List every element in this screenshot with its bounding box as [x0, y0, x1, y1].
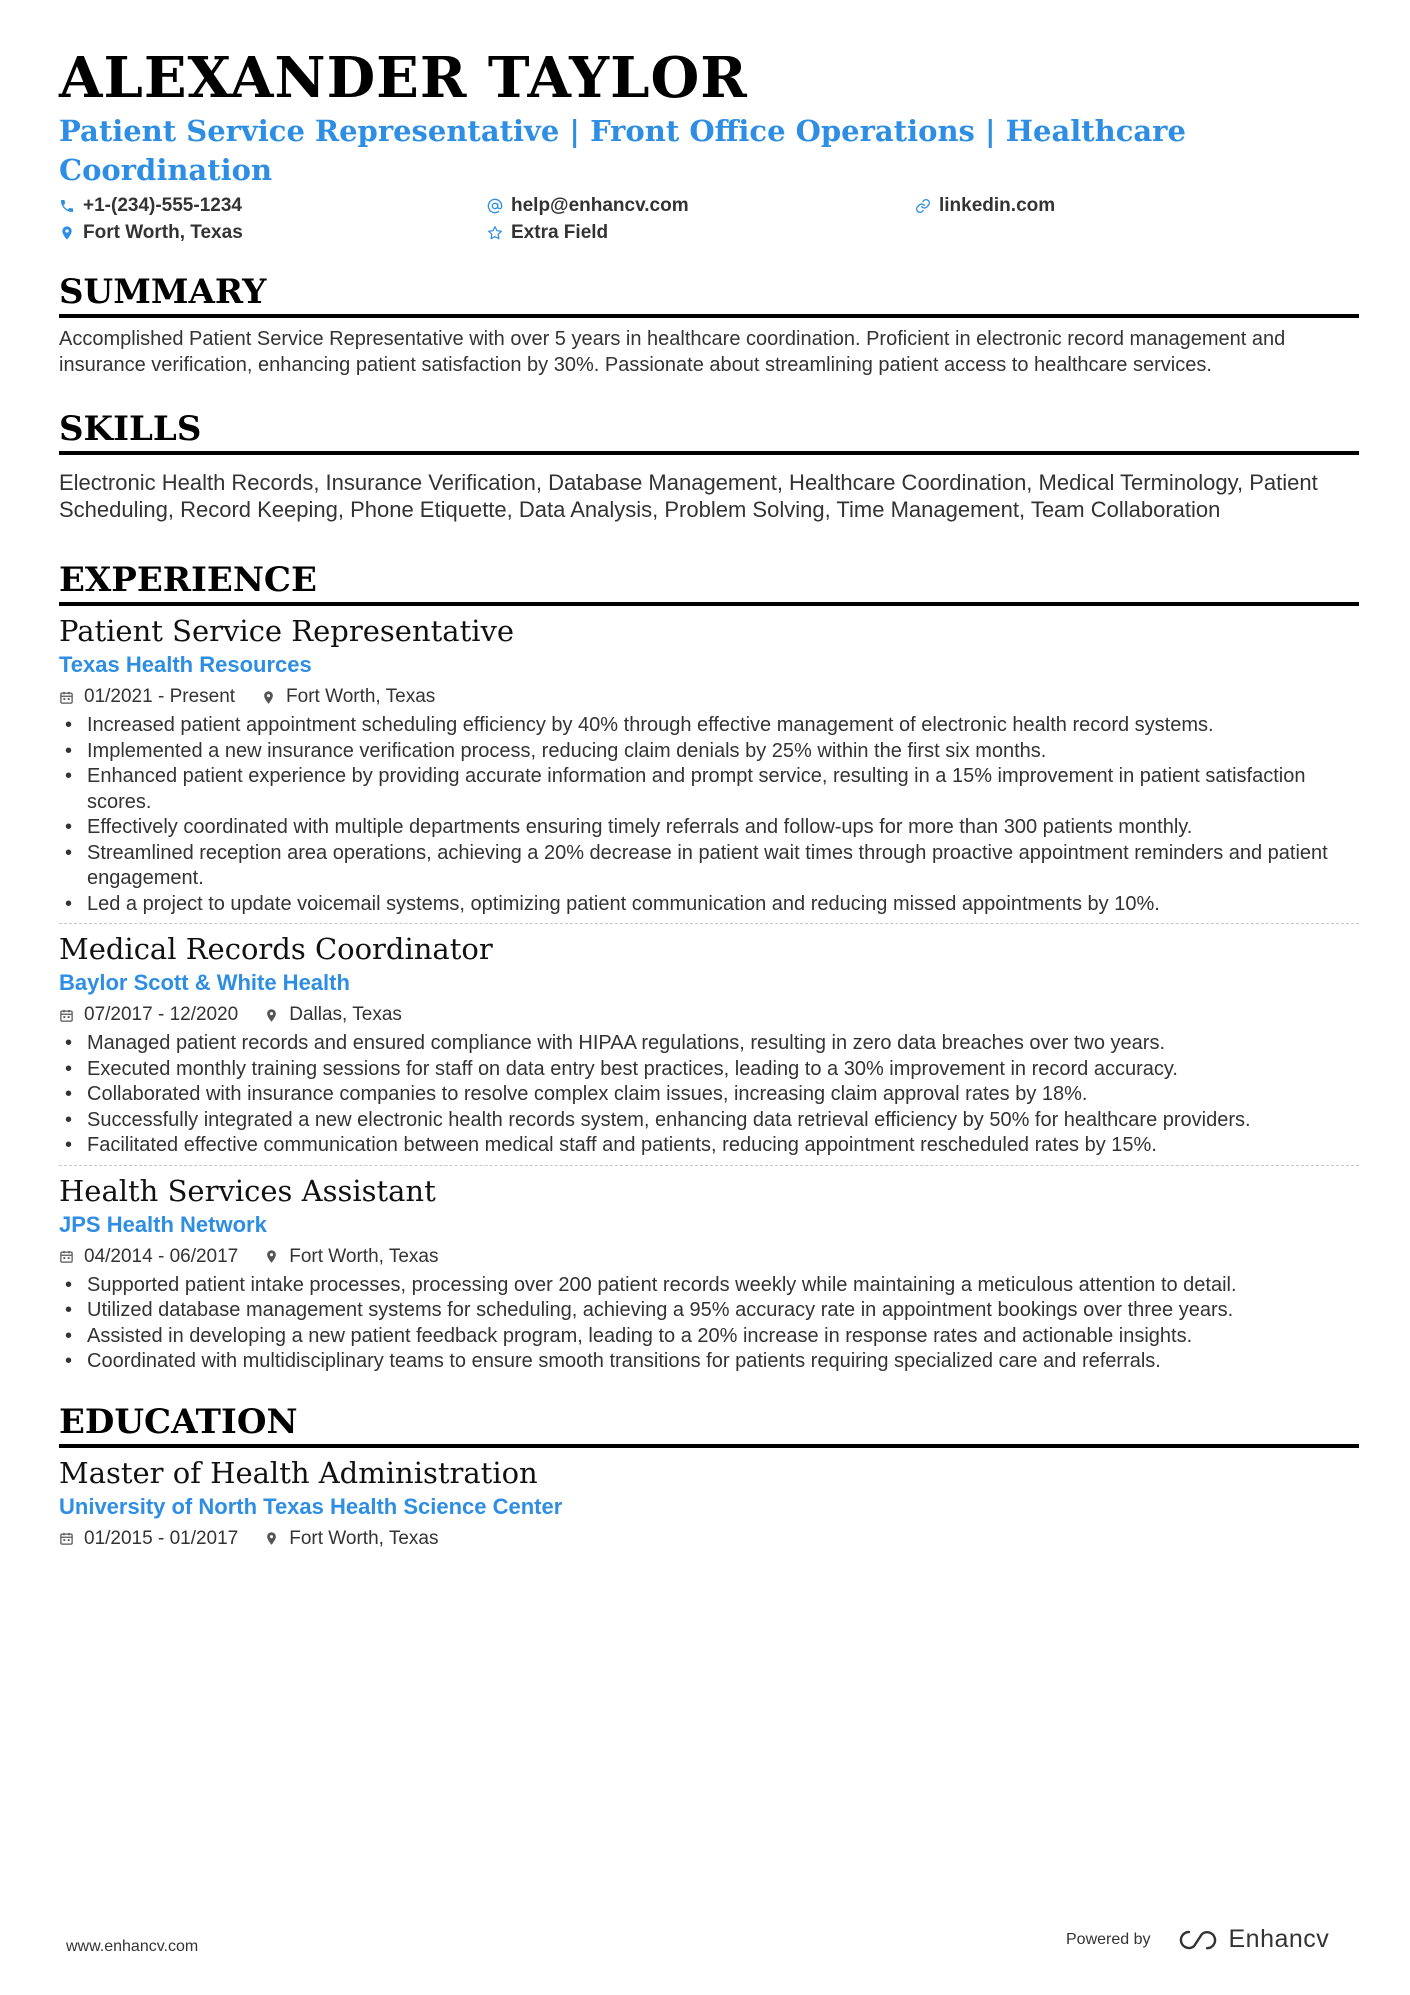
- contact-website[interactable]: [915, 194, 1343, 218]
- location-pin-icon: [261, 690, 276, 705]
- section-title-summary: SUMMARY: [59, 271, 1359, 318]
- calendar-icon: [59, 1531, 74, 1546]
- education-location: Fort Worth, Texas: [289, 1527, 439, 1549]
- job-location: Dallas, Texas: [289, 1004, 402, 1025]
- job-title: Medical Records Coordinator: [59, 932, 493, 966]
- powered-by-label: Powered by: [1066, 1930, 1151, 1948]
- contact-email[interactable]: [487, 194, 915, 218]
- location-pin-icon: [264, 1531, 279, 1546]
- enhancv-logo-icon: [1177, 1929, 1219, 1951]
- education-meta: [59, 1525, 1359, 1553]
- location-pin-icon: [59, 225, 75, 241]
- bullet-item: • Supported patient intake processes, processing over 200 patient records weekly while maintaining a meticulous attention to detail.: [59, 1273, 1359, 1299]
- contact-phone[interactable]: [59, 194, 487, 218]
- bullet-item: • Implemented a new insurance verification process, reducing claim denials by 25% within the first six months.: [59, 739, 1359, 765]
- location-text: Fort Worth, Texas: [83, 222, 243, 243]
- bullet-item: • Effectively coordinated with multiple departments ensuring timely referrals and follow-ups for more than 300 patients monthly.: [59, 815, 1359, 841]
- job-dates: 07/2017 - 12/2020: [84, 1004, 239, 1025]
- phone-icon: [59, 198, 75, 214]
- contact-location: [59, 221, 487, 245]
- bullet-item: • Coordinated with multidisciplinary teams to ensure smooth transitions for patients requiring specialized care and referrals.: [59, 1349, 1359, 1375]
- headline: Patient Service Representative | Front Office Operations | Healthcare Coordination: [59, 114, 1186, 187]
- website-text: linkedin.com: [939, 195, 1056, 216]
- calendar-icon: [59, 690, 74, 705]
- experience-entry: [59, 1172, 1359, 1375]
- experience-entry: [59, 612, 1359, 917]
- star-icon: [487, 225, 503, 241]
- education-dates: 01/2015 - 01/2017: [84, 1527, 239, 1549]
- job-location: Fort Worth, Texas: [289, 1245, 439, 1267]
- section-title-experience: EXPERIENCE: [59, 559, 1359, 606]
- contact-extra: [487, 221, 915, 245]
- job-meta: [59, 1001, 1359, 1029]
- header: [59, 46, 1359, 245]
- calendar-icon: [59, 1008, 74, 1023]
- section-title-education: EDUCATION: [59, 1401, 1359, 1448]
- contact-info: [59, 194, 1359, 245]
- bullet-item: • Managed patient records and ensured compliance with HIPAA regulations, resulting in zero data breaches over two years.: [59, 1031, 1359, 1057]
- job-bullets: [59, 1273, 1359, 1375]
- at-icon: [487, 198, 503, 214]
- skills-section: [59, 408, 1359, 523]
- job-title: Health Services Assistant: [59, 1173, 436, 1208]
- candidate-name: ALEXANDER TAYLOR: [59, 45, 748, 111]
- job-meta: [59, 683, 1359, 711]
- section-title-skills: SKILLS: [59, 408, 1359, 455]
- summary-text: Accomplished Patient Service Representative with over 5 years in healthcare coordination. Proficient in electronic record management and insurance verification, enhancing patient satisfaction by 30%. Passionate about streamlining patient access to healthcare services.: [59, 328, 1286, 376]
- link-icon: [915, 198, 931, 214]
- company-name: JPS Health Network: [59, 1211, 267, 1237]
- calendar-icon: [59, 1249, 74, 1264]
- degree: Master of Health Administration: [59, 1455, 538, 1490]
- location-pin-icon: [264, 1008, 279, 1023]
- footer-branding: [1066, 1925, 1329, 1954]
- resume-page: [59, 46, 1359, 1553]
- experience-section: [59, 559, 1359, 1375]
- education-entry: [59, 1454, 1359, 1553]
- summary-section: [59, 271, 1359, 378]
- phone-text: +1-(234)-555-1234: [83, 195, 242, 216]
- bullet-item: • Increased patient appointment scheduling efficiency by 40% through effective management of electronic health record systems.: [59, 713, 1359, 739]
- job-location: Fort Worth, Texas: [286, 686, 436, 707]
- extra-text: Extra Field: [511, 222, 609, 243]
- job-bullets: [59, 1031, 1359, 1159]
- footer-website[interactable]: www.enhancv.com: [66, 1938, 199, 1955]
- experience-entry: [59, 930, 1359, 1159]
- job-title: Patient Service Representative: [59, 614, 515, 648]
- bullet-item: • Utilized database management systems for scheduling, achieving a 95% accuracy rate in appointment bookings over three years.: [59, 1298, 1359, 1324]
- entry-divider: [59, 923, 1359, 924]
- job-dates: 01/2021 - Present: [84, 686, 236, 707]
- skills-text: Electronic Health Records, Insurance Verification, Database Management, Healthcare Coordination, Medical Terminology, Patient Scheduling, Record Keeping, Phone Etiquette, Data Analysis, Problem Solving, Time Management, Team Collaboration: [59, 470, 1318, 522]
- entry-divider: [59, 1165, 1359, 1166]
- company-name: Texas Health Resources: [59, 652, 312, 677]
- bullet-item: • Streamlined reception area operations, achieving a 20% decrease in patient wait times through proactive appointment reminders and patient engagement.: [59, 841, 1359, 892]
- location-pin-icon: [264, 1249, 279, 1264]
- job-meta: [59, 1243, 1359, 1271]
- education-section: [59, 1401, 1359, 1553]
- email-text: help@enhancv.com: [511, 195, 689, 216]
- enhancv-brand[interactable]: Enhancv: [1228, 1925, 1330, 1953]
- bullet-item: • Collaborated with insurance companies to resolve complex claim issues, increasing claim approval rates by 18%.: [59, 1082, 1359, 1108]
- bullet-item: • Successfully integrated a new electronic health records system, enhancing data retrieval efficiency by 50% for healthcare providers.: [59, 1108, 1359, 1134]
- bullet-item: • Facilitated effective communication between medical staff and patients, reducing appointment rescheduled rates by 15%.: [59, 1133, 1359, 1159]
- job-bullets: [59, 713, 1359, 917]
- bullet-item: • Assisted in developing a new patient feedback program, leading to a 20% increase in response rates and actionable insights.: [59, 1324, 1359, 1350]
- company-name: Baylor Scott & White Health: [59, 970, 350, 995]
- bullet-item: • Executed monthly training sessions for staff on data entry best practices, leading to a 30% improvement in record accuracy.: [59, 1057, 1359, 1083]
- job-dates: 04/2014 - 06/2017: [84, 1245, 239, 1267]
- school-name: University of North Texas Health Science Center: [59, 1493, 563, 1519]
- bullet-item: • Led a project to update voicemail systems, optimizing patient communication and reducing missed appointments by 10%.: [59, 892, 1359, 918]
- bullet-item: • Enhanced patient experience by providing accurate information and prompt service, resulting in a 15% improvement in patient satisfaction scores.: [59, 764, 1359, 815]
